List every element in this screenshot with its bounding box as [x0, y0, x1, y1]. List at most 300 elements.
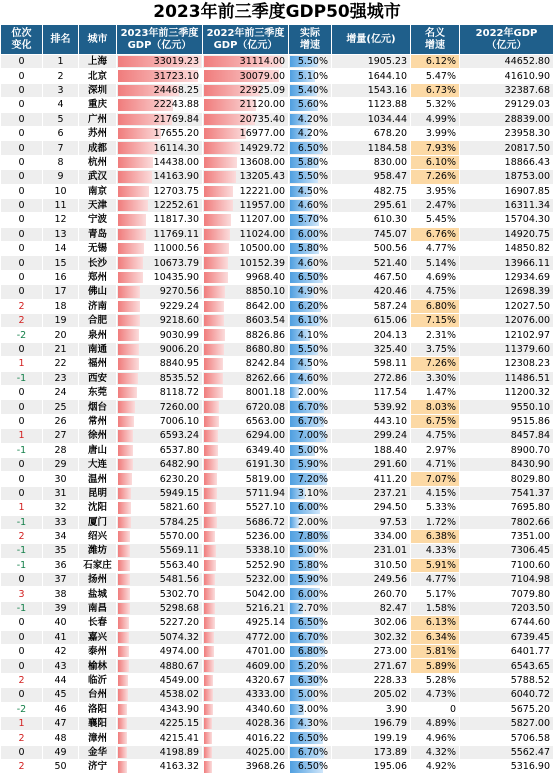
gdp-2023-cell — [117, 342, 203, 356]
gdp-2022-value: 8262.66 — [245, 372, 285, 384]
gdp-2022-full-cell: 12076.00 — [460, 314, 554, 328]
rank-change-cell: 0 — [1, 256, 43, 270]
real-growth-value: 5.00% — [297, 444, 328, 456]
real-growth-value: 5.20% — [297, 660, 328, 672]
nominal-growth-cell: 2.31% — [411, 328, 460, 342]
gdp-2022-value: 6563.00 — [245, 415, 285, 427]
increment-cell: 310.50 — [332, 558, 411, 572]
city-name-cell: 长春 — [79, 616, 117, 630]
gdp-2022-value: 3968.26 — [245, 761, 285, 773]
real-growth-value: 6.70% — [297, 746, 328, 758]
gdp-bar — [204, 545, 216, 556]
real-growth-value: 6.70% — [297, 415, 328, 427]
gdp-2022-full-cell: 9515.86 — [460, 414, 554, 428]
gdp-2022-full-cell: 5675.20 — [460, 702, 554, 716]
real-growth-value: 6.00% — [297, 228, 328, 240]
gdp-2022-cell — [203, 342, 289, 356]
gdp-2022-cell — [203, 616, 289, 630]
real-growth-cell — [289, 659, 332, 673]
increment-cell: 830.00 — [332, 155, 411, 169]
real-growth-value: 5.00% — [297, 689, 328, 701]
city-name-cell: 佛山 — [79, 285, 117, 299]
rank-cell: 44 — [43, 673, 79, 687]
rank-cell: 47 — [43, 716, 79, 730]
city-name-cell: 漳州 — [79, 731, 117, 745]
rank-change-cell: -1 — [1, 515, 43, 529]
gdp-bar — [204, 517, 217, 528]
gdp-2022-full-cell: 8457.84 — [460, 429, 554, 443]
table-row — [1, 328, 554, 342]
gdp-bar — [204, 531, 215, 542]
real-growth-value: 5.90% — [297, 574, 328, 586]
real-growth-cell — [289, 328, 332, 342]
rank-change-cell: 2 — [1, 731, 43, 745]
real-growth-cell — [289, 342, 332, 356]
gdp-bar — [204, 574, 215, 585]
gdp-bar — [204, 315, 224, 326]
rank-change-cell: 1 — [1, 716, 43, 730]
rank-cell: 2 — [43, 69, 79, 83]
nominal-growth-cell: 4.73% — [411, 688, 460, 702]
rank-cell: 49 — [43, 745, 79, 759]
gdp-bar — [204, 488, 217, 499]
gdp-bar — [204, 157, 237, 168]
real-growth-value: 6.50% — [297, 617, 328, 629]
city-name-cell: 南昌 — [79, 601, 117, 615]
gdp-2022-cell — [203, 170, 289, 184]
real-growth-cell — [289, 558, 332, 572]
gdp-2022-cell — [203, 645, 289, 659]
gdp-2023-cell — [117, 385, 203, 399]
real-growth-value: 2.00% — [297, 516, 328, 528]
gdp-2022-cell — [203, 112, 289, 126]
gdp-2022-cell — [203, 371, 289, 385]
gdp-2022-value: 16977.00 — [239, 128, 285, 140]
increment-cell: 678.20 — [332, 126, 411, 140]
gdp-2023-value: 4215.41 — [159, 732, 199, 744]
gdp-2022-cell — [203, 184, 289, 198]
gdp-2022-cell — [203, 731, 289, 745]
increment-cell: 467.50 — [332, 270, 411, 284]
gdp-2023-cell — [117, 573, 203, 587]
gdp-2023-value: 5302.70 — [159, 588, 199, 600]
gdp-2023-cell — [117, 760, 203, 774]
table-row — [1, 501, 554, 515]
nominal-growth-cell: 6.38% — [411, 529, 460, 543]
increment-cell: 196.79 — [332, 716, 411, 730]
real-growth-cell — [289, 429, 332, 443]
city-name-cell: 常州 — [79, 414, 117, 428]
gdp-2022-value: 5252.90 — [245, 559, 285, 571]
nominal-growth-cell: 1.72% — [411, 515, 460, 529]
gdp-2022-cell — [203, 544, 289, 558]
gdp-2022-value: 5042.00 — [245, 588, 285, 600]
real-growth-cell — [289, 170, 332, 184]
gdp-bar — [204, 704, 213, 715]
gdp-bar — [204, 747, 212, 758]
header-change — [1, 25, 43, 55]
nominal-growth-cell: 0 — [411, 702, 460, 716]
rank-cell: 26 — [43, 414, 79, 428]
table-row — [1, 198, 554, 212]
real-growth-cell — [289, 98, 332, 112]
gdp-bar — [204, 214, 231, 225]
rank-change-cell: 0 — [1, 688, 43, 702]
increment-cell: 271.67 — [332, 659, 411, 673]
real-growth-value: 4.50% — [297, 358, 328, 370]
gdp-2022-value: 14929.72 — [239, 142, 285, 154]
real-growth-cell — [289, 688, 332, 702]
gdp-2023-cell — [117, 702, 203, 716]
gdp-2023-value: 5821.60 — [159, 502, 199, 514]
gdp-2022-value: 6349.40 — [245, 444, 285, 456]
table-row — [1, 529, 554, 543]
gdp-2022-value: 4925.14 — [245, 617, 285, 629]
rank-change-cell: 0 — [1, 630, 43, 644]
rank-change-cell: 0 — [1, 342, 43, 356]
gdp-2022-cell — [203, 702, 289, 716]
gdp-2023-cell — [117, 270, 203, 284]
real-growth-cell — [289, 270, 332, 284]
gdp-bar — [118, 632, 129, 643]
table-row — [1, 745, 554, 759]
city-name-cell: 襄阳 — [79, 716, 117, 730]
gdp-2023-cell — [117, 673, 203, 687]
real-growth-cell — [289, 501, 332, 515]
gdp-2023-cell — [117, 501, 203, 515]
gdp-2022-full-cell: 32387.68 — [460, 83, 554, 97]
real-growth-cell — [289, 112, 332, 126]
city-name-cell: 济南 — [79, 299, 117, 313]
header-gdp-2023 — [117, 25, 203, 55]
real-growth-cell — [289, 198, 332, 212]
table-row — [1, 141, 554, 155]
gdp-bar — [204, 301, 224, 312]
gdp-2023-value: 8535.52 — [159, 372, 199, 384]
increment-cell: 1905.23 — [332, 55, 411, 69]
table-row — [1, 688, 554, 702]
gdp-2022-cell — [203, 213, 289, 227]
table-row — [1, 83, 554, 97]
gdp-2023-value: 6537.80 — [159, 444, 199, 456]
rank-cell: 35 — [43, 544, 79, 558]
nominal-growth-cell: 4.15% — [411, 486, 460, 500]
city-name-cell: 合肥 — [79, 314, 117, 328]
real-growth-cell — [289, 616, 332, 630]
gdp-2022-value: 5686.72 — [245, 516, 285, 528]
header-line: 实际 — [300, 27, 320, 39]
gdp-2022-full-cell: 12308.23 — [460, 357, 554, 371]
gdp-2022-full-cell: 11379.60 — [460, 342, 554, 356]
increment-cell: 1644.10 — [332, 69, 411, 83]
nominal-growth-cell: 4.96% — [411, 731, 460, 745]
gdp-2022-cell — [203, 141, 289, 155]
gdp-2023-value: 12703.75 — [153, 185, 199, 197]
real-growth-value: 7.00% — [297, 430, 328, 442]
real-growth-cell — [289, 299, 332, 313]
gdp-bar — [118, 229, 146, 240]
real-growth-cell — [289, 587, 332, 601]
rank-change-cell: 0 — [1, 83, 43, 97]
rank-cell: 28 — [43, 443, 79, 457]
nominal-growth-cell: 6.10% — [411, 155, 460, 169]
gdp-2022-cell — [203, 501, 289, 515]
gdp-2023-cell — [117, 299, 203, 313]
gdp-2023-cell — [117, 688, 203, 702]
gdp-2022-cell — [203, 601, 289, 615]
header-line: 名义 — [425, 27, 445, 39]
gdp-2022-value: 8242.84 — [245, 358, 285, 370]
gdp-2022-cell — [203, 443, 289, 457]
gdp-2023-value: 5481.56 — [159, 574, 199, 586]
city-name-cell: 沈阳 — [79, 501, 117, 515]
nominal-growth-cell: 4.77% — [411, 573, 460, 587]
gdp-2023-cell — [117, 170, 203, 184]
real-growth-cell — [289, 745, 332, 759]
gdp-2023-value: 8118.72 — [159, 387, 199, 399]
gdp-bar — [118, 214, 146, 225]
nominal-growth-cell: 4.32% — [411, 745, 460, 759]
city-name-cell: 苏州 — [79, 126, 117, 140]
gdp-bar — [204, 632, 214, 643]
gdp-2023-value: 4538.02 — [159, 689, 199, 701]
rank-change-cell: -1 — [1, 558, 43, 572]
real-growth-cell — [289, 184, 332, 198]
city-name-cell: 重庆 — [79, 98, 117, 112]
city-name-cell: 南京 — [79, 184, 117, 198]
real-growth-cell — [289, 126, 332, 140]
increment-cell: 188.40 — [332, 443, 411, 457]
gdp-bar — [118, 186, 149, 197]
increment-cell: 231.01 — [332, 544, 411, 558]
gdp-2023-cell — [117, 414, 203, 428]
gdp-2022-full-cell: 7351.00 — [460, 529, 554, 543]
table-body — [1, 55, 554, 775]
table-row — [1, 472, 554, 486]
nominal-growth-cell: 7.26% — [411, 357, 460, 371]
table-row — [1, 184, 554, 198]
gdp-bar — [118, 617, 129, 628]
gdp-bar — [118, 718, 127, 729]
gdp-2022-cell — [203, 242, 289, 256]
rank-cell: 9 — [43, 170, 79, 184]
city-name-cell: 台州 — [79, 688, 117, 702]
real-growth-value: 5.90% — [297, 459, 328, 471]
city-name-cell: 榆林 — [79, 659, 117, 673]
table-row — [1, 126, 554, 140]
rank-cell: 31 — [43, 486, 79, 500]
gdp-2022-value: 11957.00 — [239, 200, 285, 212]
gdp-2022-cell — [203, 270, 289, 284]
gdp-bar — [118, 430, 133, 441]
gdp-2023-value: 4163.32 — [159, 761, 199, 773]
gdp-2022-value: 4028.36 — [245, 718, 285, 730]
gdp-2022-cell — [203, 673, 289, 687]
nominal-growth-cell: 3.30% — [411, 371, 460, 385]
gdp-2022-value: 5819.00 — [245, 473, 285, 485]
header-rank: 排名 — [43, 25, 79, 55]
rank-cell: 11 — [43, 198, 79, 212]
real-growth-value: 4.50% — [297, 185, 328, 197]
gdp-2022-value: 4772.00 — [245, 631, 285, 643]
nominal-growth-cell: 1.58% — [411, 601, 460, 615]
table-row — [1, 357, 554, 371]
gdp-2023-cell — [117, 227, 203, 241]
city-name-cell: 西安 — [79, 371, 117, 385]
increment-cell: 299.24 — [332, 429, 411, 443]
gdp-ranking-table — [0, 24, 554, 775]
gdp-bar — [118, 171, 152, 182]
city-name-cell: 北京 — [79, 69, 117, 83]
nominal-growth-cell: 7.26% — [411, 170, 460, 184]
rank-change-cell: 1 — [1, 357, 43, 371]
gdp-2022-cell — [203, 573, 289, 587]
gdp-2022-value: 5527.10 — [245, 502, 285, 514]
gdp-bar — [118, 517, 131, 528]
gdp-2022-full-cell: 14850.82 — [460, 242, 554, 256]
table-row — [1, 371, 554, 385]
gdp-bar — [204, 387, 223, 398]
gdp-2023-value: 5570.00 — [159, 531, 199, 543]
rank-cell: 48 — [43, 731, 79, 745]
gdp-2022-cell — [203, 745, 289, 759]
nominal-growth-cell: 5.91% — [411, 558, 460, 572]
gdp-2022-cell — [203, 227, 289, 241]
rank-cell: 36 — [43, 558, 79, 572]
nominal-growth-cell: 5.33% — [411, 501, 460, 515]
city-name-cell: 泉州 — [79, 328, 117, 342]
gdp-2023-value: 14438.00 — [153, 156, 199, 168]
gdp-2022-cell — [203, 55, 289, 69]
nominal-growth-cell: 6.75% — [411, 414, 460, 428]
table-header-row — [1, 25, 554, 55]
gdp-2022-full-cell: 12698.39 — [460, 285, 554, 299]
real-growth-value: 5.10% — [297, 70, 328, 82]
gdp-2022-cell — [203, 98, 289, 112]
real-growth-value: 6.70% — [297, 401, 328, 413]
gdp-2022-value: 8001.18 — [245, 387, 285, 399]
increment-cell: 82.47 — [332, 601, 411, 615]
nominal-growth-cell: 4.71% — [411, 457, 460, 471]
real-growth-value: 6.20% — [297, 300, 328, 312]
rank-change-cell: 2 — [1, 673, 43, 687]
real-growth-cell — [289, 601, 332, 615]
real-growth-cell — [289, 443, 332, 457]
real-growth-cell — [289, 544, 332, 558]
rank-cell: 1 — [43, 55, 79, 69]
rank-change-cell: 2 — [1, 760, 43, 774]
table-row — [1, 98, 554, 112]
real-growth-cell — [289, 213, 332, 227]
real-growth-cell — [289, 83, 332, 97]
real-growth-value: 5.80% — [297, 156, 328, 168]
rank-change-cell: 0 — [1, 141, 43, 155]
rank-cell: 34 — [43, 529, 79, 543]
gdp-bar — [204, 761, 212, 772]
rank-change-cell: 0 — [1, 270, 43, 284]
rank-change-cell: 0 — [1, 112, 43, 126]
gdp-2023-value: 7260.00 — [159, 401, 199, 413]
gdp-bar — [204, 646, 214, 657]
gdp-2022-cell — [203, 285, 289, 299]
gdp-2022-full-cell: 11486.51 — [460, 371, 554, 385]
gdp-2022-value: 31114.00 — [239, 56, 285, 68]
table-row — [1, 112, 554, 126]
gdp-2023-value: 8840.95 — [159, 358, 199, 370]
gdp-2022-cell — [203, 83, 289, 97]
gdp-bar — [118, 761, 127, 772]
rank-cell: 14 — [43, 242, 79, 256]
gdp-2022-full-cell: 20817.50 — [460, 141, 554, 155]
rank-change-cell: 3 — [1, 587, 43, 601]
rank-cell: 33 — [43, 515, 79, 529]
gdp-2022-cell — [203, 472, 289, 486]
nominal-growth-cell: 5.89% — [411, 659, 460, 673]
rank-cell: 46 — [43, 702, 79, 716]
gdp-2022-full-cell: 12027.50 — [460, 299, 554, 313]
rank-cell: 42 — [43, 645, 79, 659]
gdp-2023-value: 31723.10 — [153, 70, 199, 82]
gdp-bar — [204, 560, 216, 571]
nominal-growth-cell: 5.32% — [411, 98, 460, 112]
rank-cell: 10 — [43, 184, 79, 198]
gdp-2023-value: 11000.56 — [153, 243, 199, 255]
gdp-2022-full-cell: 16907.85 — [460, 184, 554, 198]
real-growth-value: 5.60% — [297, 99, 328, 111]
gdp-2022-value: 20735.40 — [239, 113, 285, 125]
real-growth-cell — [289, 69, 332, 83]
table-row — [1, 256, 554, 270]
gdp-bar — [118, 488, 131, 499]
rank-change-cell: 0 — [1, 385, 43, 399]
gdp-bar — [204, 430, 218, 441]
rank-cell: 15 — [43, 256, 79, 270]
gdp-2022-full-cell: 41610.90 — [460, 69, 554, 83]
real-growth-value: 3.10% — [297, 487, 328, 499]
increment-cell: 443.10 — [332, 414, 411, 428]
nominal-growth-cell: 5.45% — [411, 213, 460, 227]
table-row — [1, 659, 554, 673]
gdp-bar — [204, 358, 223, 369]
gdp-2022-value: 4701.00 — [245, 646, 285, 658]
nominal-growth-cell: 7.07% — [411, 472, 460, 486]
gdp-2023-value: 9006.20 — [159, 344, 199, 355]
page-title: 2023年前三季度GDP50强城市 — [153, 2, 401, 22]
gdp-2023-cell — [117, 155, 203, 169]
gdp-bar — [118, 257, 143, 268]
rank-change-cell: 0 — [1, 486, 43, 500]
increment-cell: 1123.88 — [332, 98, 411, 112]
real-growth-value: 6.50% — [297, 272, 328, 284]
real-growth-cell — [289, 155, 332, 169]
real-growth-cell — [289, 645, 332, 659]
rank-change-cell: 2 — [1, 299, 43, 313]
real-growth-value: 4.60% — [297, 200, 328, 212]
table-row — [1, 515, 554, 529]
rank-change-cell: -1 — [1, 371, 43, 385]
nominal-growth-cell: 4.99% — [411, 112, 460, 126]
real-growth-value: 6.80% — [297, 646, 328, 658]
rank-cell: 43 — [43, 659, 79, 673]
gdp-bar — [118, 545, 130, 556]
gdp-2023-cell — [117, 630, 203, 644]
gdp-2023-value: 10673.79 — [153, 257, 199, 269]
rank-change-cell: -1 — [1, 443, 43, 457]
gdp-2022-full-cell: 7541.37 — [460, 486, 554, 500]
gdp-bar — [204, 186, 233, 197]
header-line: 2022年前三季度 — [206, 27, 285, 39]
increment-cell: 539.92 — [332, 400, 411, 414]
